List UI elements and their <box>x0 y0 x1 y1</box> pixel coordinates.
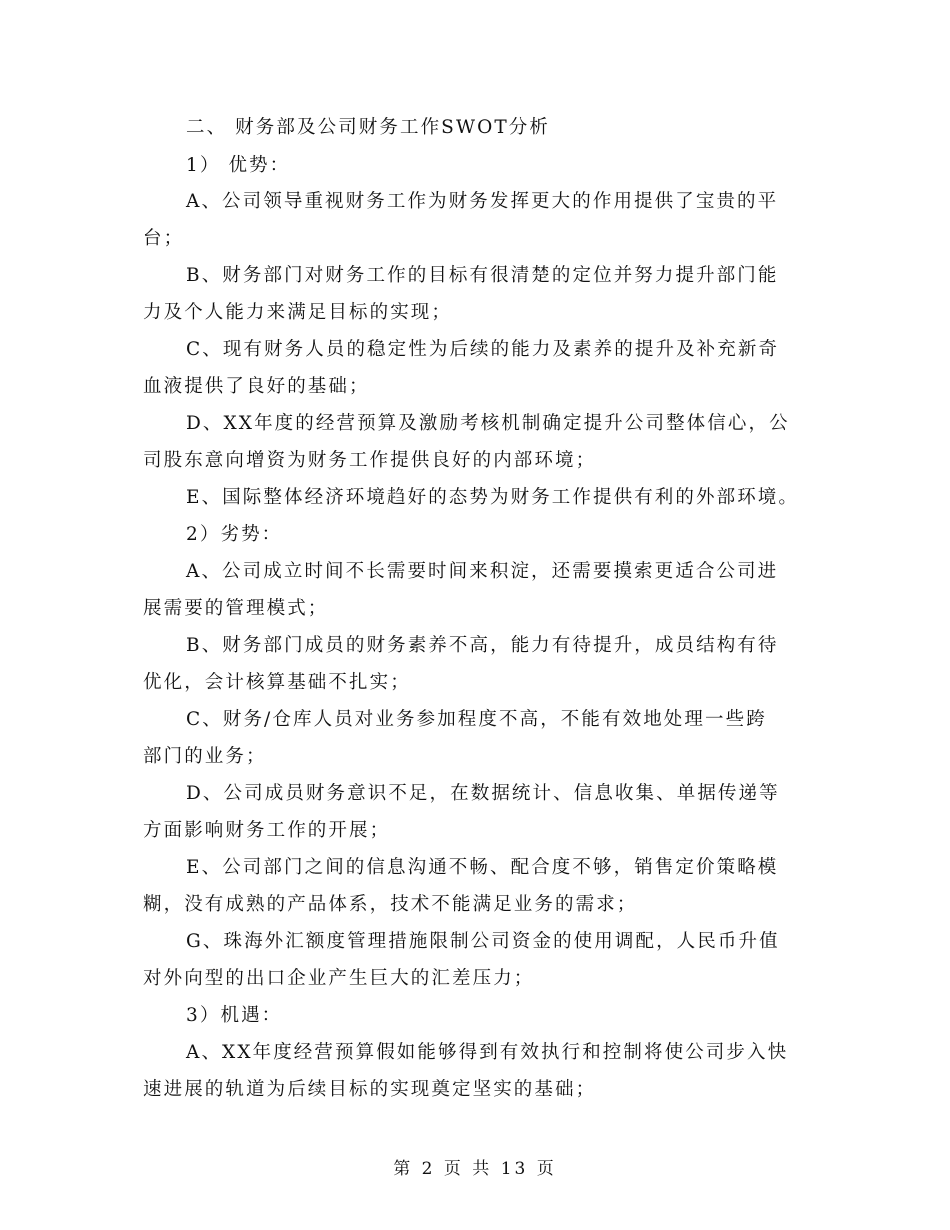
paragraph-line: G、珠海外汇额度管理措施限制公司资金的使用调配，人民币升值 <box>186 931 780 952</box>
paragraph-line: 司股东意向增资为财务工作提供良好的内部环境； <box>143 450 597 471</box>
subheading-weaknesses: 2）劣势： <box>186 524 283 545</box>
paragraph-line: C、现有财务人员的稳定性为后续的能力及素养的提升及补充新奇 <box>186 339 780 360</box>
paragraph-line: 糊，没有成熟的产品体系，技术不能满足业务的需求； <box>143 894 638 915</box>
subheading-strengths: 1） 优势： <box>186 155 291 176</box>
paragraph-line: 方面影响财务工作的开展； <box>143 820 391 841</box>
paragraph-line: A、公司成立时间不长需要时间来积淀，还需要摸索更适合公司进 <box>186 561 779 582</box>
paragraph-line: 部门的业务； <box>143 746 267 767</box>
paragraph-line: D、公司成员财务意识不足，在数据统计、信息收集、单据传递等 <box>186 783 780 804</box>
paragraph-line: C、财务/仓库人员对业务参加程度不高，不能有效地处理一些跨 <box>186 709 767 730</box>
paragraph-line: 台； <box>143 228 185 249</box>
paragraph-line: 展需要的管理模式； <box>143 598 329 619</box>
paragraph-line: 速进展的轨道为后续目标的实现奠定坚实的基础； <box>143 1079 597 1100</box>
paragraph-line: A、XX年度经营预算假如能够得到有效执行和控制将使公司步入快 <box>186 1042 789 1063</box>
paragraph-line: B、财务部门对财务工作的目标有很清楚的定位并努力提升部门能 <box>186 265 779 286</box>
paragraph-line: E、公司部门之间的信息沟通不畅、配合度不够，销售定价策略模 <box>186 857 779 878</box>
section-heading: 二、 财务部及公司财务工作SWOT分析 <box>186 117 550 138</box>
paragraph-line: B、财务部门成员的财务素养不高，能力有待提升，成员结构有待 <box>186 635 779 656</box>
paragraph-line: D、XX年度的经营预算及激励考核机制确定提升公司整体信心，公 <box>186 413 790 434</box>
paragraph-line: 对外向型的出口企业产生巨大的汇差压力； <box>143 968 535 989</box>
paragraph-line: 血液提供了良好的基础； <box>143 376 370 397</box>
subheading-opportunities: 3）机遇： <box>186 1005 283 1026</box>
paragraph-line: 力及个人能力来满足目标的实现； <box>143 302 453 323</box>
page-number-footer: 第 2 页 共 13 页 <box>393 1159 557 1179</box>
paragraph-line: 优化，会计核算基础不扎实； <box>143 672 411 693</box>
paragraph-line: A、公司领导重视财务工作为财务发挥更大的作用提供了宝贵的平 <box>186 191 779 212</box>
paragraph-line: E、国际整体经济环境趋好的态势为财务工作提供有利的外部环境。 <box>186 487 800 508</box>
